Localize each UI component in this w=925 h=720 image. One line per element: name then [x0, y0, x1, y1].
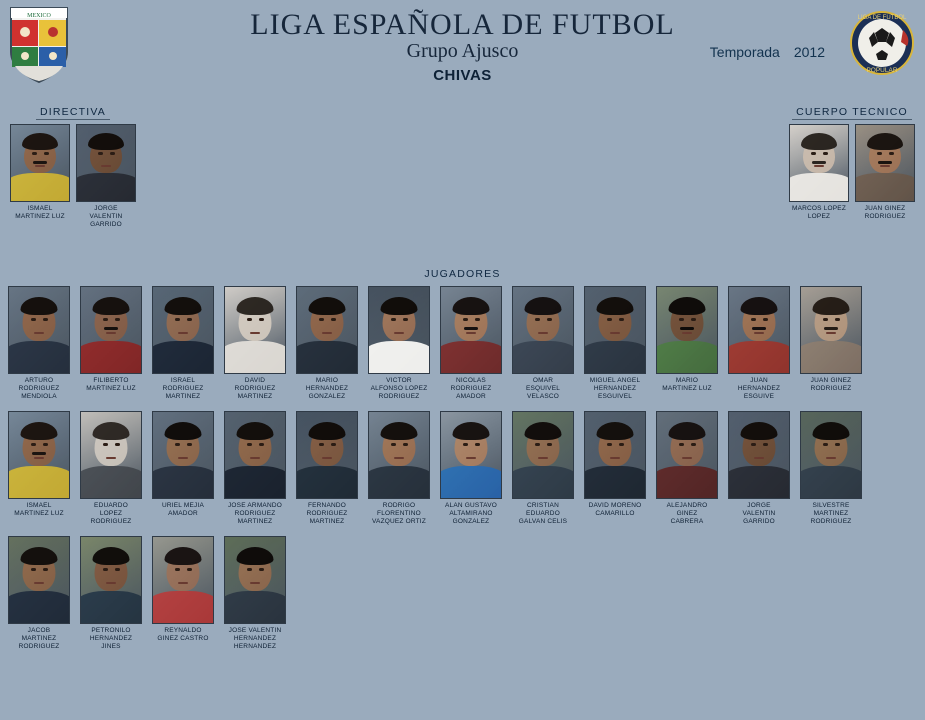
group-directiva [10, 106, 136, 229]
person-photo [656, 286, 718, 374]
tecnico-cards [789, 124, 915, 221]
person-card [789, 124, 849, 221]
person-photo [512, 286, 574, 374]
person-photo [728, 411, 790, 499]
person-photo [152, 286, 214, 374]
person-name: JUAN HERNANDEZ ESGUIVE [737, 377, 781, 400]
person-name: FERNANDO RODRIGUEZ MARTINEZ [306, 502, 348, 525]
person-photo [728, 286, 790, 374]
person-name: REYNALDO GINEZ CASTRO [157, 627, 209, 642]
svg-text:MEXICO: MEXICO [27, 13, 51, 19]
person-name: MARCOS LOPEZ LOPEZ [791, 205, 847, 220]
person-photo [296, 411, 358, 499]
person-name: ISMAEL MARTINEZ LUZ [15, 205, 65, 220]
person-photo [296, 286, 358, 374]
person-card [440, 411, 502, 526]
svg-text:POPULAR: POPULAR [866, 67, 898, 74]
person-name: ISMAEL MARTINEZ LUZ [14, 502, 64, 517]
person-card [440, 286, 502, 401]
person-name: EDUARDO LOPEZ RODRIGUEZ [90, 502, 132, 525]
person-card [584, 411, 646, 526]
person-card [224, 411, 286, 526]
person-name: PETRONILO HERNANDEZ JINES [89, 627, 133, 650]
person-name: MARIO HERNANDEZ GONZALEZ [305, 377, 349, 400]
person-card [368, 286, 430, 401]
person-photo [800, 286, 862, 374]
person-card [8, 411, 70, 526]
person-name: SILVESTRE MARTINEZ RODRIGUEZ [810, 502, 852, 525]
person-name: JORGE VALENTIN GARRIDO [742, 502, 776, 525]
page-title: LIGA ESPAÑOLA DE FUTBOL [250, 8, 675, 41]
person-photo [152, 536, 214, 624]
person-name: DAVID MORENO CAMARILLO [588, 502, 642, 517]
person-card [76, 124, 136, 229]
person-name: JOSE ARMANDO RODRIGUEZ MARTINEZ [227, 502, 283, 525]
person-card [296, 286, 358, 401]
person-card [80, 286, 142, 401]
directiva-cards [10, 124, 136, 229]
person-name: FILIBERTO MARTINEZ LUZ [86, 377, 136, 392]
person-name: ISRAEL RODRIGUEZ MARTINEZ [162, 377, 204, 400]
person-name: JOSE VALENTIN HERNANDEZ HERNANDEZ [228, 627, 282, 650]
person-photo [368, 286, 430, 374]
person-photo [584, 286, 646, 374]
person-card [152, 411, 214, 526]
person-name: OMAR ESQUIVEL VELASCO [525, 377, 561, 400]
person-name: JORGE VALENTIN GARRIDO [89, 205, 123, 228]
person-photo [440, 286, 502, 374]
person-card [656, 411, 718, 526]
players-row [8, 286, 917, 401]
person-card [10, 124, 70, 229]
person-photo [368, 411, 430, 499]
person-card [800, 411, 862, 526]
person-photo [800, 411, 862, 499]
person-name: RODRIGO FLORENTINO VAZQUEZ ORTIZ [371, 502, 426, 525]
players-row [8, 536, 917, 651]
person-card [512, 286, 574, 401]
person-name: JUAN GINEZ RODRIGUEZ [864, 205, 906, 220]
person-photo [80, 286, 142, 374]
person-card [8, 536, 70, 651]
season-label: Temporada [709, 44, 780, 60]
person-name: MARIO MARTINEZ LUZ [662, 377, 712, 392]
person-photo [224, 411, 286, 499]
group-cuerpo-tecnico [789, 106, 915, 221]
person-name: CRISTIAN EDUARDO GALVAN CELIS [518, 502, 568, 525]
person-photo [584, 411, 646, 499]
person-name: ALEJANDRO GINEZ CABRERA [666, 502, 708, 525]
svg-text:LIGA DE FUTBOL: LIGA DE FUTBOL [857, 15, 907, 21]
person-card [584, 286, 646, 401]
season-year: 2012 [793, 44, 825, 60]
person-card [152, 536, 214, 651]
person-photo [789, 124, 849, 202]
staff-section [0, 106, 925, 266]
person-photo [855, 124, 915, 202]
person-name: DAVID RODRIGUEZ MARTINEZ [234, 377, 276, 400]
mexico-crest-icon [8, 6, 70, 84]
page-header [0, 0, 925, 100]
season-info [710, 44, 825, 60]
person-name: URIEL MEJIA AMADOR [161, 502, 205, 517]
person-card [728, 411, 790, 526]
person-name: ARTURO RODRIGUEZ MENDIOLA [18, 377, 60, 400]
person-card [80, 411, 142, 526]
person-card [152, 286, 214, 401]
person-photo [10, 124, 70, 202]
person-card [855, 124, 915, 221]
players-grid [0, 286, 925, 651]
person-photo [8, 536, 70, 624]
team-name: CHIVAS [433, 67, 492, 84]
person-card [368, 411, 430, 526]
person-name: JUAN GINEZ RODRIGUEZ [810, 377, 852, 392]
tecnico-label: CUERPO TECNICO [789, 106, 915, 120]
person-name: JACOB MARTINEZ RODRIGUEZ [18, 627, 60, 650]
group-subtitle: Grupo Ajusco [406, 40, 519, 62]
players-row [8, 411, 917, 526]
person-name: NICOLAS RODRIGUEZ AMADOR [450, 377, 492, 400]
jugadores-label: JUGADORES [424, 268, 501, 280]
person-card [8, 286, 70, 401]
person-card [800, 286, 862, 401]
person-photo [8, 286, 70, 374]
directiva-label: DIRECTIVA [10, 106, 136, 120]
person-photo [224, 536, 286, 624]
person-photo [224, 286, 286, 374]
person-photo [8, 411, 70, 499]
person-card [224, 536, 286, 651]
person-card [80, 536, 142, 651]
person-photo [80, 411, 142, 499]
person-card [224, 286, 286, 401]
league-crest-icon [849, 10, 915, 76]
person-photo [656, 411, 718, 499]
person-card [656, 286, 718, 401]
person-card [296, 411, 358, 526]
person-photo [440, 411, 502, 499]
person-name: VICTOR ALFONSO LOPEZ RODRIGUEZ [370, 377, 428, 400]
person-name: MIGUEL ANGEL HERNANDEZ ESGUIVEL [589, 377, 641, 400]
person-photo [76, 124, 136, 202]
person-photo [152, 411, 214, 499]
person-card [512, 411, 574, 526]
person-photo [80, 536, 142, 624]
person-card [728, 286, 790, 401]
person-name: ALAN GUSTAVO ALTAMIRANO GONZALEZ [444, 502, 497, 525]
person-photo [512, 411, 574, 499]
